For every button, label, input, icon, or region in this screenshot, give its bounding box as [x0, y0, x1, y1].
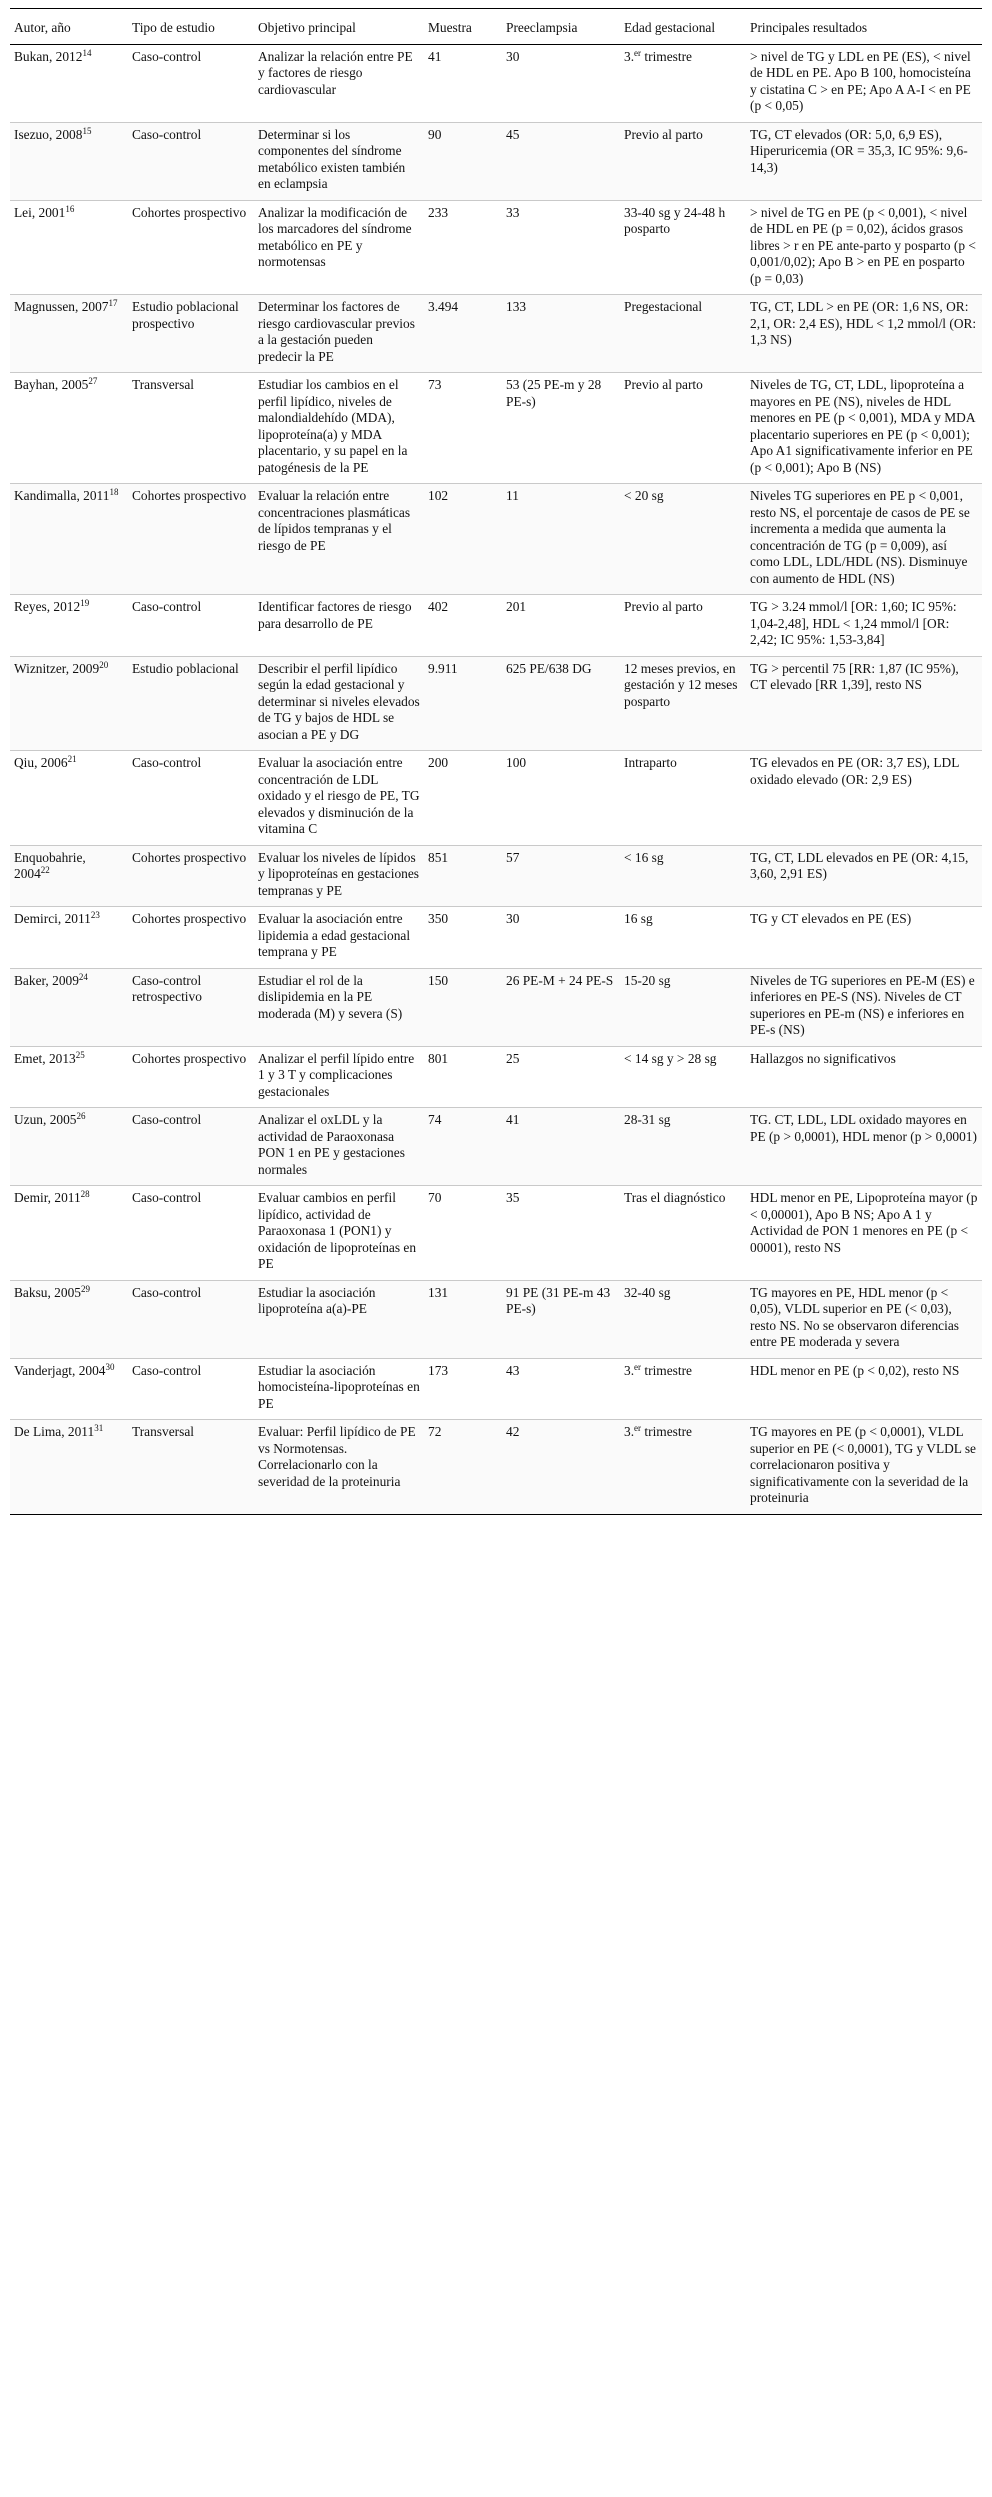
cell-preeclampsia: 30	[502, 907, 620, 969]
reference-number: 24	[78, 971, 88, 982]
cell-results: HDL menor en PE (p < 0,02), resto NS	[746, 1358, 982, 1420]
cell-gestational-age	[620, 44, 746, 122]
cell-study-type: Cohortes prospectivo	[128, 1046, 254, 1108]
cell-author	[10, 751, 128, 846]
cell-sample: 350	[424, 907, 502, 969]
cell-preeclampsia: 625 PE/638 DG	[502, 656, 620, 751]
table-row	[10, 1280, 982, 1358]
cell-objective: Estudiar el rol de la dislipidemia en la PE moderada (M) y severa (S)	[254, 968, 424, 1046]
cell-study-type: Caso-control retrospectivo	[128, 968, 254, 1046]
cell-author	[10, 656, 128, 751]
gestational-age-text: Previo al parto	[624, 126, 703, 142]
gestational-age-text: 32-40 sg	[624, 1284, 671, 1300]
cell-objective: Estudiar los cambios en el perfil lipídico, niveles de malondialdehído (MDA), lipoproteína(a) y MDA placentario, y su papel en la patogénesis de la PE	[254, 373, 424, 484]
table-row	[10, 373, 982, 484]
author-name: Isezuo, 2008	[14, 126, 83, 142]
cell-objective: Describir el perfil lipídico según la edad gestacional y determinar si niveles elevados de TG y bajos de HDL se asocian a PE y DG	[254, 656, 424, 751]
cell-author	[10, 484, 128, 595]
reference-number: 20	[99, 659, 109, 670]
header-preeclampsia: Preeclampsia	[502, 9, 620, 45]
header-gestational-age: Edad gestacional	[620, 9, 746, 45]
reference-number: 21	[67, 754, 77, 764]
author-name: Lei, 2001	[14, 204, 66, 220]
header-author: Autor, año	[10, 9, 128, 45]
table-body	[10, 44, 982, 1514]
cell-results: TG. CT, LDL, LDL oxidado mayores en PE (p > 0,0001), HDL menor (p > 0,0001)	[746, 1108, 982, 1186]
gestational-age-text: 3.	[624, 1424, 635, 1439]
author-name: Bayhan, 2005	[14, 377, 89, 392]
studies-table	[10, 8, 982, 1515]
cell-sample: 131	[424, 1280, 502, 1358]
cell-results: TG, CT, LDL > en PE (OR: 1,6 NS, OR: 2,1, OR: 2,4 ES), HDL < 1,2 mmol/l (OR: 1,3 NS)	[746, 295, 982, 373]
cell-objective: Evaluar la relación entre concentraciones plasmáticas de lípidos tempranas y el riesgo de PE	[254, 484, 424, 595]
cell-study-type: Caso-control	[128, 1108, 254, 1186]
cell-preeclampsia: 26 PE-M + 24 PE-S	[502, 968, 620, 1046]
table-row	[10, 751, 982, 846]
cell-objective: Analizar el oxLDL y la actividad de Paraoxonasa PON 1 en PE y gestaciones normales	[254, 1108, 424, 1186]
gestational-age-text: 16 sg	[624, 911, 653, 926]
cell-sample: 801	[424, 1046, 502, 1108]
cell-results: TG > 3.24 mmol/l [OR: 1,60; IC 95%: 1,04-2,48], HDL < 1,24 mmol/l [OR: 2,42; IC 95%: 1,53-3,84]	[746, 595, 982, 657]
cell-author	[10, 1186, 128, 1281]
cell-preeclampsia: 41	[502, 1108, 620, 1186]
cell-study-type: Estudio poblacional	[128, 656, 254, 751]
cell-gestational-age	[620, 200, 746, 295]
gestational-age-text: < 20 sg	[624, 488, 664, 503]
cell-objective: Evaluar la asociación entre lipidemia a edad gestacional temprana y PE	[254, 907, 424, 969]
gestational-age-suffix: trimestre	[641, 1362, 692, 1378]
cell-study-type: Caso-control	[128, 1280, 254, 1358]
cell-gestational-age	[620, 373, 746, 484]
table-row	[10, 122, 982, 200]
cell-preeclampsia: 133	[502, 295, 620, 373]
cell-sample: 102	[424, 484, 502, 595]
table-row	[10, 1420, 982, 1515]
reference-number: 23	[90, 910, 100, 920]
reference-number: 26	[76, 1111, 86, 1121]
cell-study-type: Cohortes prospectivo	[128, 845, 254, 907]
gestational-age-text: Previo al parto	[624, 599, 703, 614]
cell-results: > nivel de TG en PE (p < 0,001), < nivel de HDL en PE (p = 0,02), ácidos grasos libres > r en PE ante-parto y posparto (p < 0,001/0,02); Apo B > en PE en posparto (p = 0,03)	[746, 200, 982, 295]
cell-objective: Estudiar la asociación homocisteína-lipoproteínas en PE	[254, 1358, 424, 1420]
gestational-age-ordinal: er	[634, 47, 642, 58]
cell-preeclampsia: 11	[502, 484, 620, 595]
cell-results: Niveles de TG, CT, LDL, lipoproteína a mayores en PE (NS), niveles de HDL menores en PE (p < 0,001), MDA y MDA placentario superiores en PE (p < 0,001); Apo A1 significativamente inferior en PE (p < 0,001); Apo B (NS)	[746, 373, 982, 484]
cell-sample: 73	[424, 373, 502, 484]
cell-gestational-age	[620, 1108, 746, 1186]
gestational-age-text: 3.	[624, 48, 635, 64]
cell-preeclampsia: 35	[502, 1186, 620, 1281]
author-name: De Lima, 2011	[14, 1424, 95, 1439]
cell-gestational-age	[620, 1280, 746, 1358]
table-row	[10, 1108, 982, 1186]
cell-sample: 41	[424, 44, 502, 122]
gestational-age-text: Tras el diagnóstico	[624, 1190, 726, 1205]
cell-results: TG mayores en PE (p < 0,0001), VLDL superior en PE (< 0,0001), TG y VLDL se correlacionaron positiva y significativamente con la severidad de la proteinuria	[746, 1420, 982, 1515]
cell-results: TG > percentil 75 [RR: 1,87 (IC 95%), CT elevado [RR 1,39], resto NS	[746, 656, 982, 751]
cell-sample: 233	[424, 200, 502, 295]
cell-sample: 402	[424, 595, 502, 657]
reference-number: 14	[82, 47, 92, 58]
cell-study-type: Transversal	[128, 1420, 254, 1515]
cell-objective: Estudiar la asociación lipoproteína a(a)-PE	[254, 1280, 424, 1358]
gestational-age-text: 28-31 sg	[624, 1112, 671, 1127]
reference-number: 27	[88, 376, 98, 386]
table-row	[10, 484, 982, 595]
cell-study-type: Caso-control	[128, 1186, 254, 1281]
cell-study-type: Cohortes prospectivo	[128, 484, 254, 595]
cell-author	[10, 968, 128, 1046]
cell-objective: Evaluar: Perfil lipídico de PE vs Normotensas. Correlacionarlo con la severidad de la proteinuria	[254, 1420, 424, 1515]
gestational-age-text: 15-20 sg	[624, 972, 671, 988]
gestational-age-text: 33-40 sg y 24-48 h posparto	[624, 204, 726, 236]
cell-gestational-age	[620, 1420, 746, 1515]
author-name: Magnussen, 2007	[14, 299, 109, 314]
cell-author	[10, 907, 128, 969]
cell-preeclampsia: 43	[502, 1358, 620, 1420]
author-name: Demir, 2011	[14, 1190, 81, 1205]
cell-objective: Determinar si los componentes del síndrome metabólico existen también en eclampsia	[254, 122, 424, 200]
author-name: Kandimalla, 2011	[14, 488, 110, 503]
cell-sample: 70	[424, 1186, 502, 1281]
cell-results: TG y CT elevados en PE (ES)	[746, 907, 982, 969]
cell-study-type: Caso-control	[128, 122, 254, 200]
table-row	[10, 295, 982, 373]
cell-results: TG elevados en PE (OR: 3,7 ES), LDL oxidado elevado (OR: 2,9 ES)	[746, 751, 982, 846]
cell-results: TG mayores en PE, HDL menor (p < 0,05), VLDL superior en PE (< 0,03), resto NS. No se observaron diferencias entre PE moderada y severa	[746, 1280, 982, 1358]
cell-sample: 150	[424, 968, 502, 1046]
header-sample: Muestra	[424, 9, 502, 45]
gestational-age-text: Intraparto	[624, 755, 677, 770]
cell-preeclampsia: 201	[502, 595, 620, 657]
cell-sample: 90	[424, 122, 502, 200]
cell-preeclampsia: 30	[502, 44, 620, 122]
reference-number: 19	[80, 598, 90, 608]
table-row	[10, 44, 982, 122]
cell-study-type: Cohortes prospectivo	[128, 907, 254, 969]
cell-gestational-age	[620, 122, 746, 200]
author-name: Vanderjagt, 2004	[14, 1362, 106, 1378]
cell-author	[10, 595, 128, 657]
gestational-age-ordinal: er	[634, 1423, 642, 1433]
table-row	[10, 1186, 982, 1281]
cell-results: Niveles de TG superiores en PE-M (ES) e inferiores en PE-S (NS). Niveles de CT superiores en PE-m (NS) e inferiores en PE-s (NS)	[746, 968, 982, 1046]
cell-preeclampsia: 53 (25 PE-m y 28 PE-s)	[502, 373, 620, 484]
cell-author	[10, 200, 128, 295]
cell-study-type: Cohortes prospectivo	[128, 200, 254, 295]
cell-objective: Analizar la modificación de los marcadores del síndrome metabólico en PE y normotensas	[254, 200, 424, 295]
cell-author	[10, 373, 128, 484]
cell-study-type: Estudio poblacional prospectivo	[128, 295, 254, 373]
gestational-age-text: Previo al parto	[624, 377, 703, 392]
author-name: Wiznitzer, 2009	[14, 660, 100, 676]
author-name: Bukan, 2012	[14, 48, 83, 64]
cell-results: TG, CT, LDL elevados en PE (OR: 4,15, 3,60, 2,91 ES)	[746, 845, 982, 907]
cell-gestational-age	[620, 968, 746, 1046]
cell-results: Hallazgos no significativos	[746, 1046, 982, 1108]
header-results: Principales resultados	[746, 9, 982, 45]
cell-author	[10, 1280, 128, 1358]
author-name: Uzun, 2005	[14, 1112, 77, 1127]
cell-preeclampsia: 25	[502, 1046, 620, 1108]
author-name: Baker, 2009	[14, 972, 79, 988]
table-row	[10, 1358, 982, 1420]
cell-gestational-age	[620, 595, 746, 657]
cell-results: > nivel de TG y LDL en PE (ES), < nivel de HDL en PE. Apo B 100, homocisteína y cistatina C > en PE; Apo A A-I < en PE (p < 0,05)	[746, 44, 982, 122]
cell-gestational-age	[620, 1358, 746, 1420]
reference-number: 31	[94, 1423, 104, 1433]
cell-author	[10, 1046, 128, 1108]
header-study-type: Tipo de estudio	[128, 9, 254, 45]
table-header-row	[10, 9, 982, 45]
cell-objective: Evaluar los niveles de lípidos y lipoproteínas en gestaciones tempranas y PE	[254, 845, 424, 907]
cell-preeclampsia: 57	[502, 845, 620, 907]
cell-sample: 72	[424, 1420, 502, 1515]
cell-preeclampsia: 91 PE (31 PE-m 43 PE-s)	[502, 1280, 620, 1358]
table-row	[10, 907, 982, 969]
cell-sample: 200	[424, 751, 502, 846]
cell-author	[10, 44, 128, 122]
reference-number: 17	[108, 298, 118, 308]
table-row	[10, 656, 982, 751]
author-name: Qiu, 2006	[14, 755, 68, 770]
reference-number: 18	[109, 487, 119, 497]
table-row	[10, 968, 982, 1046]
gestational-age-suffix: trimestre	[641, 1424, 692, 1439]
cell-preeclampsia: 45	[502, 122, 620, 200]
cell-results: Niveles TG superiores en PE p < 0,001, resto NS, el porcentaje de casos de PE se incrementa a medida que aumenta la concentración de TG (p = 0,009), así como LDL, LDL/HDL (NS). Disminuye con aumento de HDL (NS)	[746, 484, 982, 595]
cell-gestational-age	[620, 1046, 746, 1108]
author-name: Enquobahrie, 2004	[14, 849, 86, 881]
cell-results: TG, CT elevados (OR: 5,0, 6,9 ES), Hiperuricemia (OR = 35,3, IC 95%: 9,6-14,3)	[746, 122, 982, 200]
cell-author	[10, 1420, 128, 1515]
reference-number: 30	[105, 1361, 115, 1372]
cell-preeclampsia: 100	[502, 751, 620, 846]
reference-number: 22	[40, 865, 50, 875]
cell-author	[10, 845, 128, 907]
gestational-age-text: Pregestacional	[624, 299, 703, 314]
gestational-age-text: 3.	[624, 1362, 635, 1378]
table-row	[10, 845, 982, 907]
cell-sample: 3.494	[424, 295, 502, 373]
cell-study-type: Caso-control	[128, 1358, 254, 1420]
cell-gestational-age	[620, 907, 746, 969]
gestational-age-text: < 16 sg	[624, 849, 664, 865]
cell-objective: Identificar factores de riesgo para desarrollo de PE	[254, 595, 424, 657]
reference-number: 29	[80, 1283, 90, 1294]
cell-results: HDL menor en PE, Lipoproteína mayor (p < 0,00001), Apo B NS; Apo A 1 y Actividad de PON 1 menores en PE (p < 00001), resto NS	[746, 1186, 982, 1281]
cell-objective: Analizar el perfil lípido entre 1 y 3 T y complicaciones gestacionales	[254, 1046, 424, 1108]
cell-gestational-age	[620, 1186, 746, 1281]
cell-gestational-age	[620, 656, 746, 751]
table-row	[10, 1046, 982, 1108]
cell-author	[10, 295, 128, 373]
cell-preeclampsia: 33	[502, 200, 620, 295]
reference-number: 28	[80, 1189, 90, 1199]
cell-objective: Analizar la relación entre PE y factores de riesgo cardiovascular	[254, 44, 424, 122]
cell-author	[10, 122, 128, 200]
cell-preeclampsia: 42	[502, 1420, 620, 1515]
cell-study-type: Caso-control	[128, 751, 254, 846]
cell-objective: Determinar los factores de riesgo cardiovascular previos a la gestación pueden predecir la PE	[254, 295, 424, 373]
cell-study-type: Caso-control	[128, 595, 254, 657]
cell-study-type: Transversal	[128, 373, 254, 484]
gestational-age-text: 12 meses previos, en gestación y 12 meses posparto	[624, 660, 738, 709]
cell-sample: 9.911	[424, 656, 502, 751]
author-name: Demirci, 2011	[14, 911, 91, 926]
reference-number: 16	[65, 203, 75, 214]
header-objective: Objetivo principal	[254, 9, 424, 45]
cell-gestational-age	[620, 484, 746, 595]
cell-objective: Evaluar cambios en perfil lipídico, actividad de Paraoxonasa 1 (PON1) y oxidación de lipoproteínas en PE	[254, 1186, 424, 1281]
cell-gestational-age	[620, 751, 746, 846]
author-name: Baksu, 2005	[14, 1284, 81, 1300]
author-name: Emet, 2013	[14, 1050, 76, 1066]
reference-number: 25	[75, 1049, 85, 1060]
table-row	[10, 595, 982, 657]
gestational-age-ordinal: er	[634, 1361, 642, 1372]
author-name: Reyes, 2012	[14, 599, 81, 614]
reference-number: 15	[82, 125, 92, 136]
cell-gestational-age	[620, 845, 746, 907]
table-row	[10, 200, 982, 295]
cell-objective: Evaluar la asociación entre concentración de LDL oxidado y el riesgo de PE, TG elevados y disminución de la vitamina C	[254, 751, 424, 846]
cell-author	[10, 1358, 128, 1420]
cell-sample: 851	[424, 845, 502, 907]
cell-gestational-age	[620, 295, 746, 373]
cell-sample: 74	[424, 1108, 502, 1186]
gestational-age-suffix: trimestre	[641, 48, 692, 64]
cell-sample: 173	[424, 1358, 502, 1420]
gestational-age-text: < 14 sg y > 28 sg	[624, 1050, 717, 1066]
cell-study-type: Caso-control	[128, 44, 254, 122]
cell-author	[10, 1108, 128, 1186]
